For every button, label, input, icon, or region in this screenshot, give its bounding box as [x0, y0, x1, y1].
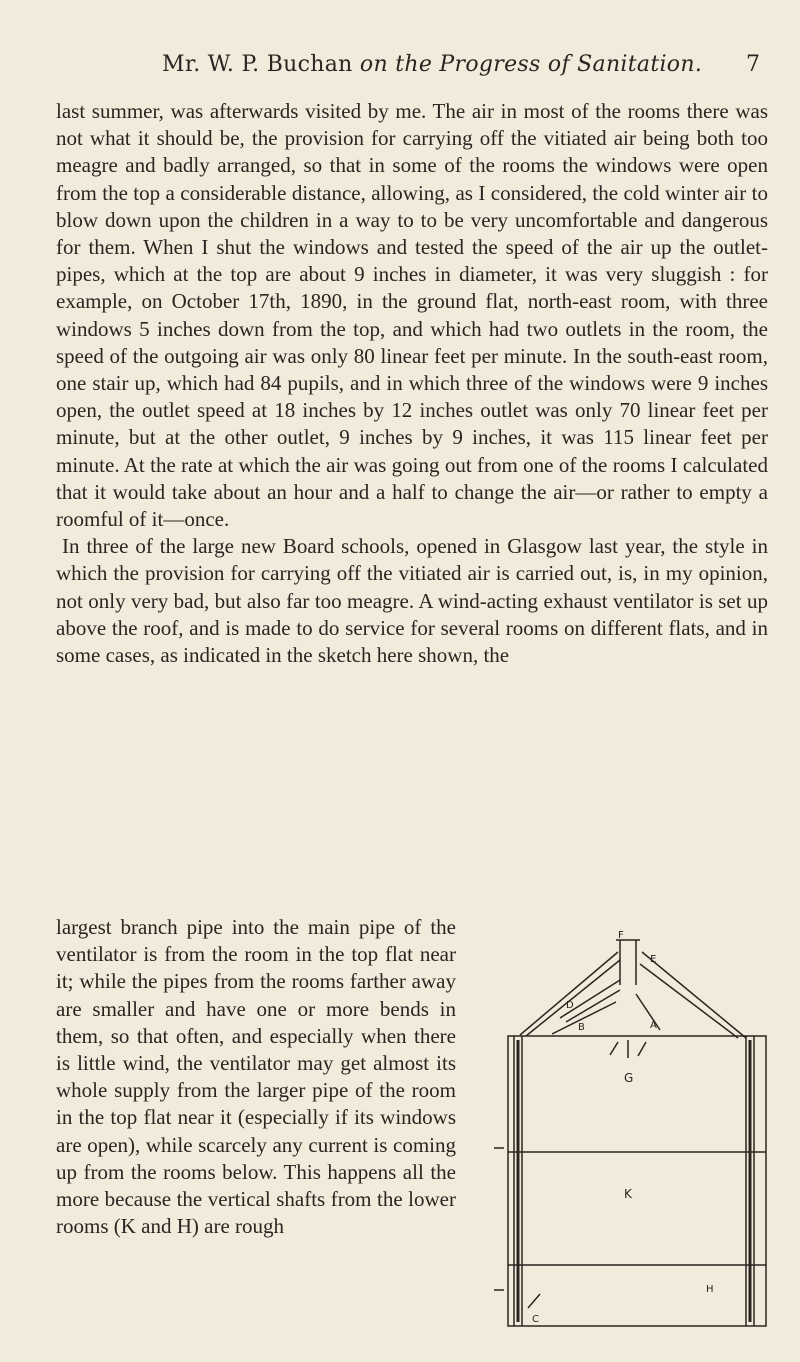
label-a: A	[650, 1020, 657, 1031]
running-head-author: Mr. W. P. Buchan	[162, 52, 353, 77]
wrapped-text-column	[56, 914, 456, 1240]
paragraph-continued: last summer, was afterwards visited by me. The air in most of the rooms there was not what it should be, the provision for carrying off the vitiated air being both too meagre and badly arranged, so that in some of the rooms the windows were open from the top a considerable distance, allowing, as I considered, the cold winter air to blow down upon the children in a way to to be very uncomfortable and dangerous for them. When I shut the windows and tested the speed of the air up the outlet-pipes, which at the top are about 9 inches in diameter, it was very sluggish : for example, on October 17th, 1890, in the ground flat, north-east room, with three windows 5 inches down from the top, and which had two outlets in the room, the speed of the outgoing air was only 80 linear feet per minute. In the south-east room, one stair up, which had 84 pupils, and in which three of the windows were 9 inches open, the outlet speed at 18 inches by 12 inches outlet was only 70 linear feet per minute, but at the other outlet, 9 inches by 9 inches, it was 115 linear feet per minute. At the rate at which the air was going out from one of the rooms I calculated that it would take about an hour and a half to change the air—or rather to empty a roomful of it—once.	[56, 99, 768, 532]
label-g: G	[624, 1071, 634, 1085]
arrow-g-right	[638, 1042, 646, 1056]
running-head-title: on the Progress of Sanitation.	[359, 52, 703, 77]
paragraph-board-schools: In three of the large new Board schools, opened in Glasgow last year, the style in which the provision for carrying off the vitiated air is carried out, is, in my opinion, not only very bad, but also far too meagre. A wind-acting exhaust ventilator is set up above the roof, and is made to do service for several rooms on different flats, and in some cases, as indicated in the sketch here shown, the	[56, 534, 768, 668]
paragraph-wrapped: largest branch pipe into the main pipe of the ventilator is from the room in the top flat near it; while the pipes from the rooms farther away are smaller and have one or more bends in them, so that often, and especially when there is little wind, the ventilator may get almost its whole supply from the larger pipe of the room in the top flat near it (especially if its windows are open), while scarcely any current is coming up from the rooms below. This happens all the more because the vertical shafts from the lower rooms (K and H) are rough	[56, 915, 456, 1239]
label-k: K	[624, 1187, 632, 1201]
label-h: H	[706, 1284, 714, 1295]
arrow-c	[528, 1294, 540, 1308]
ventilator-head	[616, 940, 640, 985]
building-outline	[508, 1036, 766, 1326]
label-d: D	[566, 1000, 574, 1011]
label-c: C	[532, 1314, 539, 1325]
roof-left	[520, 952, 620, 1036]
label-b: B	[578, 1022, 585, 1033]
ventilation-sketch	[470, 930, 782, 1340]
page-number: 7	[746, 52, 760, 77]
running-head	[162, 52, 762, 77]
label-e: E	[650, 954, 657, 965]
label-f: F	[618, 930, 624, 941]
arrow-g-left	[610, 1042, 618, 1055]
body-text	[56, 98, 768, 669]
